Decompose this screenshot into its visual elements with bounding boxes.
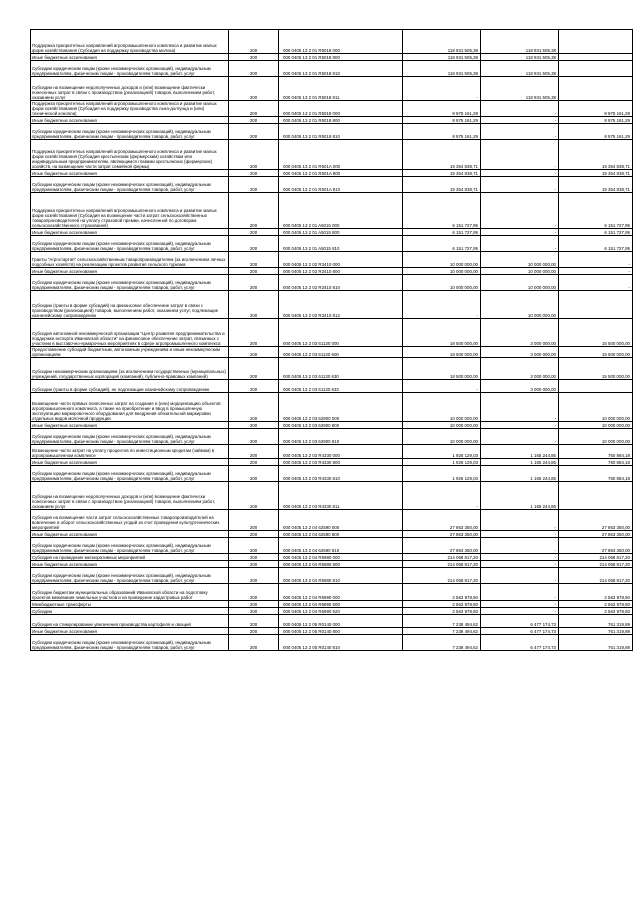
row-line-code: 200: [229, 380, 279, 393]
row-remaining-amount: 760 884,18: [559, 459, 633, 466]
row-line-code: 200: [229, 229, 279, 236]
row-remaining-amount: 6 151 727,95: [559, 193, 633, 229]
row-name: Субсидии юридическим лицам (кроме некоммерческих организаций), индивидуальным предпринимателям, физическим лицам - производителям товаров, работ, услуг: [31, 538, 229, 554]
row-line-code: 200: [229, 466, 279, 482]
budget-table: [30, 29, 633, 651]
row-name: Поддержка приоритетных направлений агропромышленного комплекса и развитие малых форм хозяйствования (Субсидия на поддержку производства льна-долгунца и (или) технической конопли): [31, 101, 229, 117]
row-name: Субсидия на стимулирование увеличения производства картофеля и овощей: [31, 615, 229, 628]
table-row: [31, 61, 633, 77]
row-classification-code: 000 0405 13 2 03 62900 000: [279, 393, 403, 422]
row-line-code: 200: [229, 291, 279, 319]
row-remaining-amount: 8 975 161,29: [559, 101, 633, 117]
row-remaining-amount: 6 151 727,95: [559, 229, 633, 236]
table-row: [31, 101, 633, 117]
row-executed-amount: -: [481, 601, 559, 608]
row-name: Гранты "Агростартап" сельскохозяйственным товаропроизводителям (за исключением личных подсобных хозяйств) на реализацию проектов развития сельского туризма: [31, 252, 229, 268]
row-remaining-amount: [559, 54, 633, 61]
row-executed-amount: 118 931 505,38: [481, 77, 559, 101]
row-line-code: 200: [229, 628, 279, 635]
row-remaining-amount: 10 000 000,00: [559, 393, 633, 422]
row-executed-amount: 1 165 244,85: [481, 482, 559, 510]
row-approved-amount: 6 151 727,95: [403, 229, 481, 236]
row-remaining-amount: 19 354 838,71: [559, 177, 633, 193]
row-remaining-amount: 27 863 350,00: [559, 531, 633, 538]
row-approved-amount: 118 931 505,38: [403, 54, 481, 61]
row-classification-code: 000 0405 13 2 01 R5019 800: [279, 117, 403, 124]
row-name: Поддержка приоритетных направлений агропромышленного комплекса и развитие малых форм хозяйствования (Субсидия крестьянским (фермерским) хозяйствам или индивидуальным предпринимателям, являющимся главами крестьянских (фермерских) хозяйств, на возмещение части затрат семейной фермы): [31, 140, 229, 170]
row-executed-amount: 1 165 244,85: [481, 445, 559, 459]
row-name: Возмещение части затрат на уплату процентов по инвестиционным кредитам (займам) в агропромышленном комплексе: [31, 445, 229, 459]
table-row: [31, 635, 633, 651]
row-name: Субсидии на возмещение недополученных доходов и (или) возмещение фактически понесенных затрат в связи с производством (реализацией) товаров, выполнением работ, оказанием услуг: [31, 77, 229, 101]
row-remaining-amount: 761 319,89: [559, 635, 633, 651]
table-row: [31, 628, 633, 635]
row-executed-amount: -: [481, 140, 559, 170]
row-remaining-amount: 15 500 000,00: [559, 358, 633, 380]
row-classification-code: 000 0405 13 2 03 R4330 810: [279, 466, 403, 482]
row-name: Субсидии бюджетам муниципальных образований Ивановской области на подготовку проектов межевания земельных участков и на проведение кадастровых работ: [31, 584, 229, 601]
row-name: Иные бюджетные ассигнования: [31, 54, 229, 61]
row-classification-code: 000 0405 13 2 01 R5019 810: [279, 124, 403, 140]
row-line-code: 200: [229, 236, 279, 252]
row-line-code: 200: [229, 584, 279, 601]
row-remaining-amount: [559, 61, 633, 77]
row-remaining-amount: [559, 380, 633, 393]
row-executed-amount: 10 000 000,00: [481, 268, 559, 275]
row-line-code: 200: [229, 193, 279, 229]
row-approved-amount: -: [403, 380, 481, 393]
row-name: Иные бюджетные ассигнования: [31, 422, 229, 429]
table-row: [31, 554, 633, 561]
row-classification-code: 000 0405 13 2 04 62590 800: [279, 531, 403, 538]
row-remaining-amount: 19 354 838,71: [559, 170, 633, 177]
row-name: Возмещение части прямых понесенных затрат на создание и (или) модернизацию объектов агропромышленного комплекса, а также на приобретение и ввод в промышленную эксплуатацию маркировочного оборудования для внедрения обязательной маркировки отдельных видов молочной продукции: [31, 393, 229, 422]
row-classification-code: 000 0405 13 2 01 R5018 000: [279, 30, 403, 54]
table-row: [31, 445, 633, 459]
table-row: [31, 268, 633, 275]
table-row: [31, 140, 633, 170]
row-approved-amount: 6 151 727,95: [403, 236, 481, 252]
row-name: Субсидии (гранты в форме субсидий) на финансовое обеспечение затрат в связи с производством (реализацией) товаров, выполнением работ, оказанием услуг, подлежащие казначейскому сопровождению: [31, 291, 229, 319]
row-line-code: 200: [229, 445, 279, 459]
row-remaining-amount: [559, 291, 633, 319]
row-approved-amount: 8 975 161,29: [403, 117, 481, 124]
row-remaining-amount: 27 863 350,00: [559, 538, 633, 554]
row-name: Предоставление субсидий бюджетным, автономным учреждениям и иным некоммерческим организациям: [31, 347, 229, 358]
row-classification-code: 000 0405 13 2 02 R3410 800: [279, 268, 403, 275]
table-row: [31, 584, 633, 601]
row-classification-code: 000 0405 13 2 04 R5980 000: [279, 554, 403, 561]
row-name: Иные бюджетные ассигнования: [31, 561, 229, 568]
row-approved-amount: 27 863 350,00: [403, 531, 481, 538]
row-line-code: 200: [229, 61, 279, 77]
row-line-code: 200: [229, 510, 279, 531]
row-remaining-amount: 10 000 000,00: [559, 429, 633, 445]
row-executed-amount: 10 000 000,00: [481, 252, 559, 268]
row-line-code: 200: [229, 429, 279, 445]
table-row: [31, 561, 633, 568]
row-approved-amount: 7 238 494,62: [403, 615, 481, 628]
row-line-code: 200: [229, 275, 279, 291]
row-classification-code: 000 0405 13 2 04 R5990 000: [279, 584, 403, 601]
row-executed-amount: 10 000 000,00: [481, 291, 559, 319]
table-row: [31, 380, 633, 393]
row-remaining-amount: [559, 30, 633, 54]
row-approved-amount: 118 931 505,38: [403, 61, 481, 77]
row-remaining-amount: 15 500 000,00: [559, 347, 633, 358]
table-row: [31, 117, 633, 124]
row-remaining-amount: -: [559, 275, 633, 291]
row-approved-amount: 2 563 978,50: [403, 608, 481, 615]
row-classification-code: 000 0405 13 2 01 A5015 810: [279, 236, 403, 252]
row-executed-amount: 3 000 000,00: [481, 347, 559, 358]
table-row: [31, 236, 633, 252]
table-row: [31, 252, 633, 268]
row-classification-code: 000 0405 13 2 01 R5018 810: [279, 61, 403, 77]
row-classification-code: 000 0405 13 2 03 61130 600: [279, 347, 403, 358]
row-executed-amount: -: [481, 117, 559, 124]
row-remaining-amount: 214 068 817,20: [559, 554, 633, 561]
row-remaining-amount: [559, 77, 633, 101]
table-row: [31, 531, 633, 538]
row-executed-amount: -: [481, 229, 559, 236]
row-remaining-amount: 8 975 161,29: [559, 124, 633, 140]
row-line-code: 200: [229, 608, 279, 615]
row-remaining-amount: 6 151 727,95: [559, 236, 633, 252]
row-approved-amount: 10 000 000,00: [403, 422, 481, 429]
row-line-code: 200: [229, 568, 279, 584]
row-line-code: 200: [229, 54, 279, 61]
row-remaining-amount: 760 884,18: [559, 466, 633, 482]
row-classification-code: 000 0405 13 2 04 R5990 520: [279, 608, 403, 615]
row-name: Субсидия на возмещение части затрат сельскохозяйственных товаропроизводителей на вовлечение в оборот сельскохозяйственных угодий за счет проведения культуртехнических мероприятий: [31, 510, 229, 531]
row-classification-code: 000 0405 13 2 04 R5990 500: [279, 601, 403, 608]
row-remaining-amount: 761 319,89: [559, 615, 633, 628]
row-line-code: 200: [229, 77, 279, 101]
row-line-code: 200: [229, 635, 279, 651]
row-name: Субсидии юридическим лицам (кроме некоммерческих организаций), индивидуальным предпринимателям, физическим лицам - производителям товаров, работ, услуг: [31, 568, 229, 584]
row-classification-code: 000 0405 13 2 01 A5015 000: [279, 193, 403, 229]
row-line-code: 200: [229, 117, 279, 124]
row-line-code: 200: [229, 358, 279, 380]
row-name: Субсидии юридическим лицам (кроме некоммерческих организаций), индивидуальным предпринимателям, физическим лицам - производителям товаров, работ, услуг: [31, 177, 229, 193]
table-row: [31, 229, 633, 236]
row-executed-amount: -: [481, 510, 559, 531]
table-row: [31, 466, 633, 482]
table-row: [31, 358, 633, 380]
table-row: [31, 291, 633, 319]
row-approved-amount: 27 863 350,00: [403, 538, 481, 554]
row-executed-amount: -: [481, 393, 559, 422]
row-remaining-amount: [559, 482, 633, 510]
table-row: [31, 393, 633, 422]
row-remaining-amount: 761 319,89: [559, 628, 633, 635]
table-row: [31, 193, 633, 229]
row-classification-code: 000 0405 13 2 01 R5018 811: [279, 77, 403, 101]
row-line-code: 200: [229, 601, 279, 608]
table-row: [31, 319, 633, 347]
row-line-code: 200: [229, 393, 279, 422]
row-approved-amount: -: [403, 77, 481, 101]
row-classification-code: 000 0405 13 2 02 R3410 000: [279, 252, 403, 268]
row-classification-code: 000 0405 13 2 03 61130 000: [279, 319, 403, 347]
row-line-code: 200: [229, 268, 279, 275]
table-row: [31, 422, 633, 429]
row-approved-amount: 6 151 727,95: [403, 193, 481, 229]
row-executed-amount: 118 931 505,38: [481, 61, 559, 77]
table-row: [31, 538, 633, 554]
row-approved-amount: 10 000 000,00: [403, 429, 481, 445]
row-name: Субсидии юридическим лицам (кроме некоммерческих организаций), индивидуальным предпринимателям, физическим лицам - производителям товаров, работ, услуг: [31, 466, 229, 482]
row-approved-amount: -: [403, 482, 481, 510]
row-approved-amount: 10 000 000,00: [403, 275, 481, 291]
row-name: Субсидии юридическим лицам (кроме некоммерческих организаций), индивидуальным предпринимателям, физическим лицам - производителям товаров, работ, услуг: [31, 236, 229, 252]
row-name: Субсидии юридическим лицам (кроме некоммерческих организаций), индивидуальным предпринимателям, физическим лицам - производителям товаров, работ, услуг: [31, 429, 229, 445]
table-row: [31, 429, 633, 445]
row-approved-amount: -: [403, 291, 481, 319]
row-line-code: 200: [229, 177, 279, 193]
row-line-code: 200: [229, 319, 279, 347]
row-executed-amount: -: [481, 531, 559, 538]
row-line-code: 200: [229, 554, 279, 561]
row-remaining-amount: -: [559, 252, 633, 268]
row-remaining-amount: 214 068 817,20: [559, 561, 633, 568]
row-executed-amount: -: [481, 177, 559, 193]
row-name: Иные бюджетные ассигнования: [31, 229, 229, 236]
row-line-code: 200: [229, 615, 279, 628]
row-executed-amount: 6 477 174,73: [481, 635, 559, 651]
row-remaining-amount: 27 863 350,00: [559, 510, 633, 531]
row-approved-amount: 18 500 000,00: [403, 358, 481, 380]
row-line-code: 200: [229, 101, 279, 117]
row-executed-amount: 6 477 174,73: [481, 615, 559, 628]
row-name: Субсидии на возмещение недополученных доходов и (или) возмещение фактически понесенных затрат в связи с производством (реализацией) товаров, выполнением работ, оказанием услуг: [31, 482, 229, 510]
row-classification-code: 000 0405 13 2 05 R0140 800: [279, 628, 403, 635]
row-executed-amount: -: [481, 429, 559, 445]
row-name: Иные бюджетные ассигнования: [31, 268, 229, 275]
row-classification-code: 000 0405 13 2 01 R5018 800: [279, 54, 403, 61]
row-remaining-amount: 15 500 000,00: [559, 319, 633, 347]
row-classification-code: 000 0405 13 2 05 R0140 000: [279, 615, 403, 628]
row-line-code: 200: [229, 140, 279, 170]
row-executed-amount: 1 165 244,85: [481, 459, 559, 466]
row-approved-amount: 27 863 350,00: [403, 510, 481, 531]
row-executed-amount: -: [481, 236, 559, 252]
row-name: Субсидии юридическим лицам (кроме некоммерческих организаций), индивидуальным предпринимателям, физическим лицам - производителям товаров, работ, услуг: [31, 61, 229, 77]
row-line-code: 200: [229, 531, 279, 538]
row-classification-code: 000 0405 13 2 01 R501A 810: [279, 177, 403, 193]
table-row: [31, 459, 633, 466]
row-approved-amount: 214 068 817,20: [403, 561, 481, 568]
row-line-code: 200: [229, 459, 279, 466]
row-line-code: 200: [229, 252, 279, 268]
row-classification-code: 000 0405 13 2 05 R0140 810: [279, 635, 403, 651]
row-approved-amount: 10 000 000,00: [403, 393, 481, 422]
row-name: Субсидии юридическим лицам (кроме некоммерческих организаций), индивидуальным предпринимателям, физическим лицам - производителям товаров, работ, услуг: [31, 275, 229, 291]
row-remaining-amount: 10 000 000,00: [559, 422, 633, 429]
row-name: Иные бюджетные ассигнования: [31, 117, 229, 124]
row-name: Субсидия автономной некоммерческой организации "Центр развития предпринимательства и поддержки экспорта Ивановской области" на финансовое обеспечение затрат, связанных с участием в выставочно-ярмарочных мероприятиях в сфере агропромышленного комплекса: [31, 319, 229, 347]
row-approved-amount: 7 238 494,62: [403, 628, 481, 635]
row-executed-amount: -: [481, 170, 559, 177]
row-executed-amount: -: [481, 193, 559, 229]
row-line-code: 200: [229, 482, 279, 510]
row-executed-amount: -: [481, 124, 559, 140]
row-executed-amount: -: [481, 554, 559, 561]
row-approved-amount: 19 354 838,71: [403, 170, 481, 177]
row-classification-code: 000 0405 13 2 03 61130 633: [279, 380, 403, 393]
row-remaining-amount: 8 975 161,29: [559, 117, 633, 124]
row-name: Поддержка приоритетных направлений агропромышленного комплекса и развитие малых форм хозяйствования (Субсидия на возмещение части затрат сельскохозяйственных товаропроизводителей на уплату страховой премии, начисленной по договорам сельскохозяйственного страхования): [31, 193, 229, 229]
row-line-code: 200: [229, 561, 279, 568]
row-classification-code: 000 0405 13 2 04 62590 810: [279, 538, 403, 554]
table-row: [31, 615, 633, 628]
table-row: [31, 77, 633, 101]
row-name: Поддержка приоритетных направлений агропромышленного комплекса и развитие малых форм хозяйствования (Субсидия на поддержку производства молока): [31, 30, 229, 54]
table-row: [31, 482, 633, 510]
row-approved-amount: 19 354 838,71: [403, 140, 481, 170]
row-classification-code: 000 0405 13 2 03 R4330 800: [279, 459, 403, 466]
row-approved-amount: 18 500 000,00: [403, 347, 481, 358]
row-approved-amount: 1 926 129,03: [403, 466, 481, 482]
row-line-code: 200: [229, 124, 279, 140]
row-executed-amount: 6 477 174,73: [481, 628, 559, 635]
row-classification-code: 000 0405 13 2 01 R501A 000: [279, 140, 403, 170]
row-approved-amount: 2 563 978,50: [403, 601, 481, 608]
row-classification-code: 000 0405 13 2 03 R4330 811: [279, 482, 403, 510]
row-approved-amount: 214 068 817,20: [403, 568, 481, 584]
row-approved-amount: 8 975 161,29: [403, 124, 481, 140]
row-approved-amount: 118 931 505,38: [403, 30, 481, 54]
row-classification-code: 000 0405 13 2 03 61130 630: [279, 358, 403, 380]
row-name: Субсидии некоммерческим организациям (за исключением государственных (муниципальных) учреждений, государственных корпораций (компаний), публично-правовых компаний): [31, 358, 229, 380]
row-executed-amount: 1 165 244,85: [481, 466, 559, 482]
row-executed-amount: -: [481, 422, 559, 429]
row-classification-code: 000 0405 13 2 01 R501A 800: [279, 170, 403, 177]
row-remaining-amount: 214 068 817,20: [559, 568, 633, 584]
row-classification-code: 000 0405 13 2 03 R4330 000: [279, 445, 403, 459]
budget-execution-report-page: [30, 29, 632, 651]
row-remaining-amount: 760 884,18: [559, 445, 633, 459]
row-executed-amount: 10 000 000,00: [481, 275, 559, 291]
row-name: Субсидии юридическим лицам (кроме некоммерческих организаций), индивидуальным предпринимателям, физическим лицам - производителям товаров, работ, услуг: [31, 635, 229, 651]
row-name: Иные бюджетные ассигнования: [31, 170, 229, 177]
row-line-code: 200: [229, 170, 279, 177]
table-row: [31, 275, 633, 291]
row-approved-amount: 10 000 000,00: [403, 252, 481, 268]
table-row: [31, 54, 633, 61]
row-approved-amount: 214 068 817,20: [403, 554, 481, 561]
row-approved-amount: 19 354 838,71: [403, 177, 481, 193]
row-line-code: 200: [229, 347, 279, 358]
row-name: Субсидии юридическим лицам (кроме некоммерческих организаций), индивидуальным предпринимателям, физическим лицам - производителям товаров, работ, услуг: [31, 124, 229, 140]
row-approved-amount: 7 238 494,62: [403, 635, 481, 651]
row-approved-amount: 18 500 000,00: [403, 319, 481, 347]
row-remaining-amount: -: [559, 268, 633, 275]
row-classification-code: 000 0405 13 2 04 R5980 810: [279, 568, 403, 584]
row-classification-code: 000 0405 13 2 01 A5015 800: [279, 229, 403, 236]
row-classification-code: 000 0405 13 2 04 62590 000: [279, 510, 403, 531]
row-executed-amount: -: [481, 568, 559, 584]
table-row: [31, 30, 633, 54]
row-classification-code: 000 0405 13 2 03 62900 800: [279, 422, 403, 429]
row-classification-code: 000 0405 13 2 02 R3410 810: [279, 275, 403, 291]
row-name: Субсидии: [31, 608, 229, 615]
row-remaining-amount: 19 354 838,71: [559, 140, 633, 170]
row-name: Иные бюджетные ассигнования: [31, 628, 229, 635]
row-name: Межбюджетные трансферты: [31, 601, 229, 608]
row-executed-amount: 3 000 000,00: [481, 319, 559, 347]
row-approved-amount: 1 926 129,03: [403, 445, 481, 459]
row-executed-amount: 118 931 505,38: [481, 30, 559, 54]
row-remaining-amount: 2 563 978,50: [559, 584, 633, 601]
table-row: [31, 510, 633, 531]
table-row: [31, 347, 633, 358]
row-executed-amount: 3 000 000,00: [481, 380, 559, 393]
row-approved-amount: 2 563 978,50: [403, 584, 481, 601]
table-row: [31, 568, 633, 584]
row-line-code: 200: [229, 30, 279, 54]
row-classification-code: 000 0405 13 2 03 62900 810: [279, 429, 403, 445]
row-name: Иные бюджетные ассигнования: [31, 459, 229, 466]
table-row: [31, 608, 633, 615]
row-executed-amount: -: [481, 561, 559, 568]
row-line-code: 200: [229, 538, 279, 554]
row-executed-amount: -: [481, 101, 559, 117]
row-name: Субсидия на проведение мелиоративных мероприятий: [31, 554, 229, 561]
table-row: [31, 601, 633, 608]
row-approved-amount: 10 000 000,00: [403, 268, 481, 275]
row-executed-amount: -: [481, 584, 559, 601]
row-executed-amount: 118 931 505,38: [481, 54, 559, 61]
table-row: [31, 177, 633, 193]
row-classification-code: 000 0405 13 2 01 R5019 000: [279, 101, 403, 117]
row-classification-code: 000 0405 13 2 04 R5980 800: [279, 561, 403, 568]
table-row: [31, 124, 633, 140]
row-name: Иные бюджетные ассигнования: [31, 531, 229, 538]
table-row: [31, 170, 633, 177]
row-remaining-amount: 2 563 978,50: [559, 601, 633, 608]
row-executed-amount: -: [481, 538, 559, 554]
row-executed-amount: 3 000 000,00: [481, 358, 559, 380]
row-line-code: 200: [229, 422, 279, 429]
row-classification-code: 000 0405 13 2 02 R3410 812: [279, 291, 403, 319]
row-name: Субсидии (гранты в форме субсидий), не подлежащие казначейскому сопровождению: [31, 380, 229, 393]
row-executed-amount: -: [481, 608, 559, 615]
row-remaining-amount: 2 563 978,50: [559, 608, 633, 615]
row-approved-amount: 8 975 161,29: [403, 101, 481, 117]
row-approved-amount: 1 926 129,03: [403, 459, 481, 466]
